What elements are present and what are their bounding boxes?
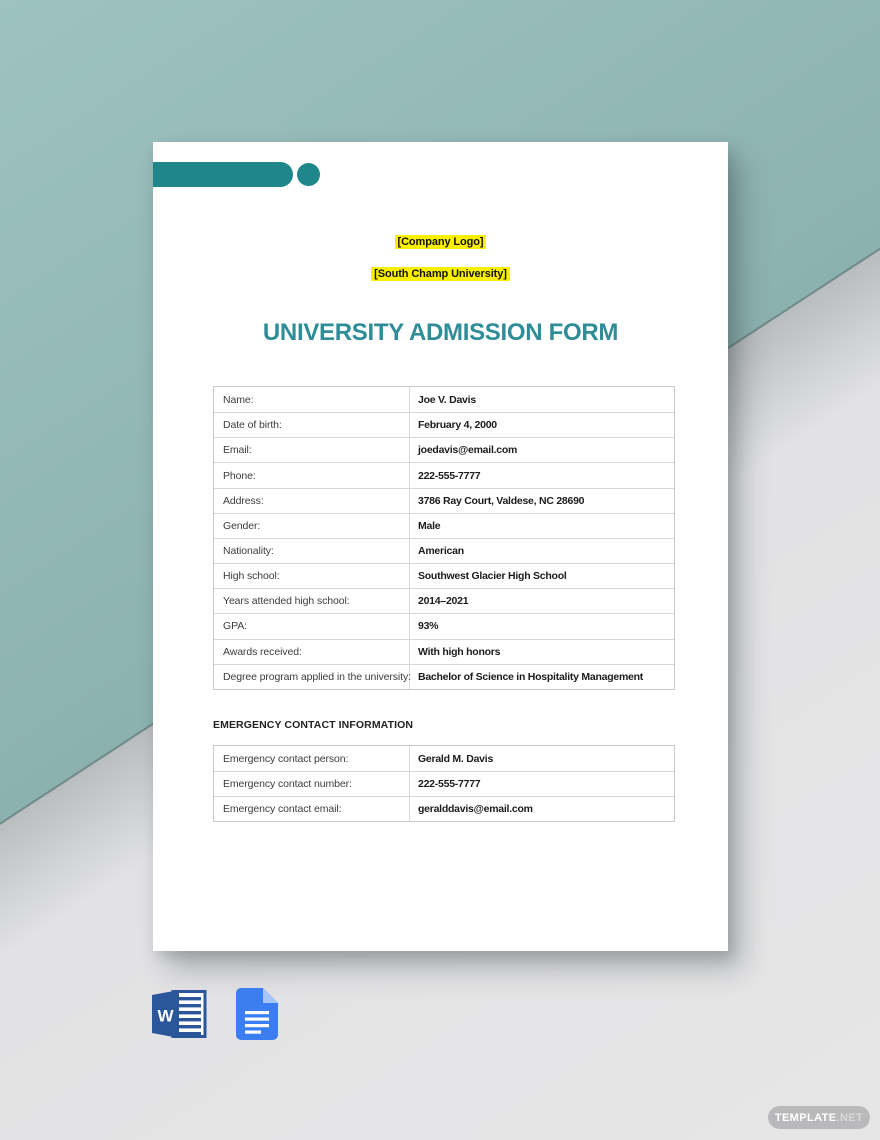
watermark-suffix-text: .NET [836,1111,864,1124]
table-row [214,462,674,487]
field-label: Awards received: [214,640,410,664]
company-logo-line [153,232,728,250]
table-row [214,796,674,821]
watermark-primary-text: TEMPLATE [774,1111,837,1124]
field-label: Email: [214,438,410,462]
google-docs-icon[interactable] [236,988,278,1045]
table-row [214,664,674,689]
table-row [214,613,674,638]
applicant-info-table [213,386,675,690]
field-label: Gender: [214,514,410,538]
field-value: With high honors [418,645,501,658]
table-row [214,746,674,771]
field-value: 2014–2021 [418,595,469,608]
template-net-watermark[interactable] [768,1106,870,1129]
field-label: Emergency contact email: [214,797,410,821]
field-value: joedavis@email.com [418,444,518,457]
field-label: Emergency contact number: [214,772,410,796]
field-value: American [418,545,464,558]
field-label: Name: [214,387,410,412]
table-row [214,563,674,588]
table-row [214,387,674,412]
page-title: UNIVERSITY ADMISSION FORM [262,319,619,346]
word-glyph: W [157,1006,174,1026]
field-label: Date of birth: [214,413,410,437]
emergency-contact-table [213,745,675,822]
document-page [153,142,728,951]
field-value: Joe V. Davis [418,393,476,406]
field-label: Degree program applied in the university: [214,665,410,689]
table-row [214,771,674,796]
field-label: High school: [214,564,410,588]
table-row [214,513,674,538]
field-label: Years attended high school: [214,589,410,613]
university-name-placeholder: [South Champ University] [371,267,510,281]
field-value: 222-555-7777 [418,469,481,482]
field-label: Phone: [214,463,410,487]
table-row [214,437,674,462]
emergency-section-heading: EMERGENCY CONTACT INFORMATION [213,719,414,731]
field-label: Address: [214,489,410,513]
field-value: 93% [418,620,439,633]
field-label: Nationality: [214,539,410,563]
field-label: GPA: [214,614,410,638]
table-row [214,538,674,563]
field-value: Southwest Glacier High School [418,570,567,583]
field-value: geralddavis@email.com [418,803,533,816]
field-label: Emergency contact person: [214,746,410,771]
field-value: Gerald M. Davis [418,752,494,765]
university-name-line [153,264,728,282]
field-value: 222-555-7777 [418,778,481,791]
field-value: February 4, 2000 [418,419,497,432]
header-accent-bar [153,162,293,187]
table-row [214,488,674,513]
ms-word-icon[interactable] [152,988,208,1045]
company-logo-placeholder: [Company Logo] [395,235,487,249]
field-value: Male [418,519,441,532]
table-row [214,588,674,613]
table-row [214,412,674,437]
field-value: Bachelor of Science in Hospitality Management [418,670,644,683]
table-row [214,639,674,664]
field-value: 3786 Ray Court, Valdese, NC 28690 [418,494,585,507]
header-accent-circle [297,163,320,186]
